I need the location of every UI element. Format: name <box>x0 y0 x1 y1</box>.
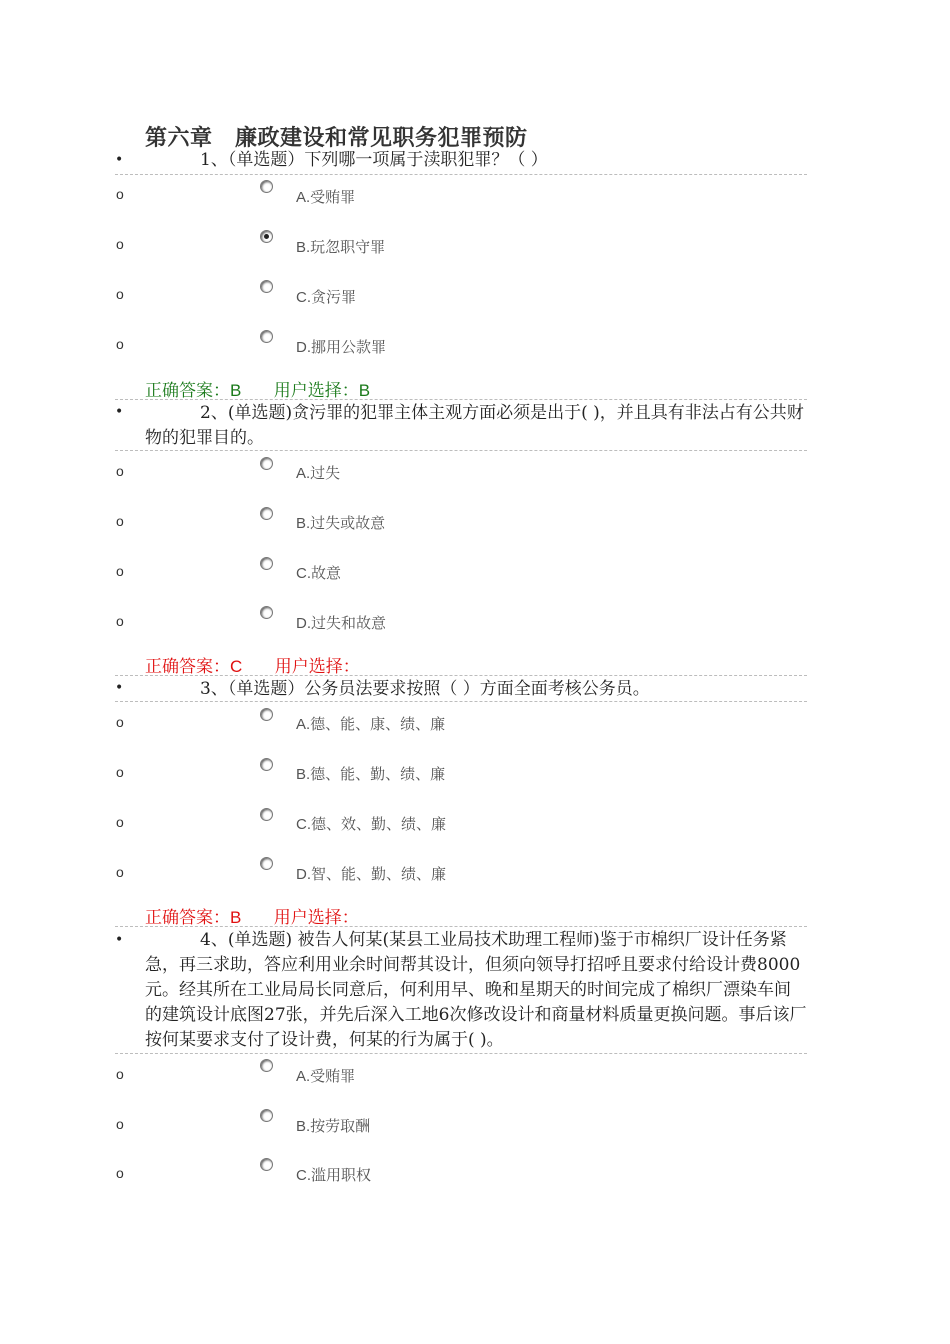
question-text: 1、（单选题）下列哪一项属于渎职犯罪？（ ） <box>200 150 548 170</box>
answer-line <box>145 903 359 928</box>
option-marker: o <box>116 1066 124 1082</box>
correct-answer-label: 正确答案： <box>145 908 230 928</box>
radio-option-b[interactable] <box>260 507 273 520</box>
correct-answer-value: C <box>230 657 243 676</box>
option-label: B.按劳取酬 <box>296 1118 371 1135</box>
radio-option-b[interactable] <box>260 230 273 243</box>
radio-option-a[interactable] <box>260 457 273 470</box>
question-text: 2、(单选题)贪污罪的犯罪主体主观方面必须是出于( )，并且具有非法占有公共财物的犯罪目的。 <box>145 403 804 448</box>
radio-option-a[interactable] <box>260 1059 273 1072</box>
user-choice-value: B <box>358 381 371 400</box>
radio-option-b[interactable] <box>260 1109 273 1122</box>
answer-line <box>145 652 360 677</box>
divider <box>115 450 807 451</box>
option-label: A.过失 <box>296 465 341 482</box>
bullet: • <box>115 404 124 420</box>
option-marker: o <box>116 236 124 252</box>
divider <box>115 926 807 927</box>
correct-answer-value: B <box>230 908 242 927</box>
radio-option-d[interactable] <box>260 330 273 343</box>
correct-answer-label: 正确答案： <box>145 381 230 401</box>
radio-option-a[interactable] <box>260 180 273 193</box>
radio-option-c[interactable] <box>260 557 273 570</box>
option-marker: o <box>116 186 124 202</box>
radio-option-c[interactable] <box>260 280 273 293</box>
radio-option-d[interactable] <box>260 857 273 870</box>
correct-answer-label: 正确答案： <box>145 657 230 677</box>
option-label: D.过失和故意 <box>296 615 387 632</box>
option-marker: o <box>116 714 124 730</box>
option-marker: o <box>116 613 124 629</box>
divider <box>115 399 807 400</box>
user-choice-label: 用户选择： <box>274 657 360 677</box>
option-label: C.贪污罪 <box>296 289 357 306</box>
option-label: D.智、能、勤、绩、廉 <box>296 866 447 883</box>
option-label: A.受贿罪 <box>296 189 356 206</box>
option-label: B.过失或故意 <box>296 515 386 532</box>
option-label: B.玩忽职守罪 <box>296 239 386 256</box>
option-marker: o <box>116 1116 124 1132</box>
option-marker: o <box>116 764 124 780</box>
user-choice-label: 用户选择： <box>273 381 359 401</box>
option-label: C.故意 <box>296 565 342 582</box>
bullet: • <box>115 152 124 168</box>
bullet: • <box>115 680 124 696</box>
radio-option-b[interactable] <box>260 758 273 771</box>
option-label: C.滥用职权 <box>296 1167 372 1184</box>
option-label: A.受贿罪 <box>296 1068 356 1085</box>
divider <box>115 701 807 702</box>
option-marker: o <box>116 1165 124 1181</box>
bullet: • <box>115 932 124 948</box>
question-text: 3、（单选题）公务员法要求按照（ ）方面全面考核公务员。 <box>200 679 650 699</box>
divider <box>115 1053 807 1054</box>
option-marker: o <box>116 286 124 302</box>
option-label: D.挪用公款罪 <box>296 339 387 356</box>
radio-option-d[interactable] <box>260 606 273 619</box>
answer-line <box>145 376 370 401</box>
option-marker: o <box>116 463 124 479</box>
option-marker: o <box>116 513 124 529</box>
option-label: C.德、效、勤、绩、廉 <box>296 816 447 833</box>
option-label: B.德、能、勤、绩、廉 <box>296 766 446 783</box>
user-choice-label: 用户选择： <box>273 908 359 928</box>
option-marker: o <box>116 563 124 579</box>
page-title: 第六章 廉政建设和常见职务犯罪预防 <box>145 125 528 151</box>
option-marker: o <box>116 864 124 880</box>
option-label: A.德、能、康、绩、廉 <box>296 716 446 733</box>
divider <box>115 675 807 676</box>
correct-answer-value: B <box>230 381 242 400</box>
question-text: 4、(单选题) 被告人何某(某县工业局技术助理工程师)鉴于市棉织厂设计任务紧急，再三求助，答应利用业余时间帮其设计，但须向领导打招呼且要求付给设计费8000元。经其所在工业局局长同意后，何利用早、晚和星期天的时间完成了棉织厂漂染车间的建筑设计底图27张，并先后深入工地6次修改设计和商量材料质量更换问题。事后该厂按何某要求支付了设计费，何某的行为属于( )。 <box>145 930 807 1050</box>
option-marker: o <box>116 814 124 830</box>
radio-option-c[interactable] <box>260 1158 273 1171</box>
option-marker: o <box>116 336 124 352</box>
radio-option-c[interactable] <box>260 808 273 821</box>
divider <box>115 174 807 175</box>
radio-option-a[interactable] <box>260 708 273 721</box>
